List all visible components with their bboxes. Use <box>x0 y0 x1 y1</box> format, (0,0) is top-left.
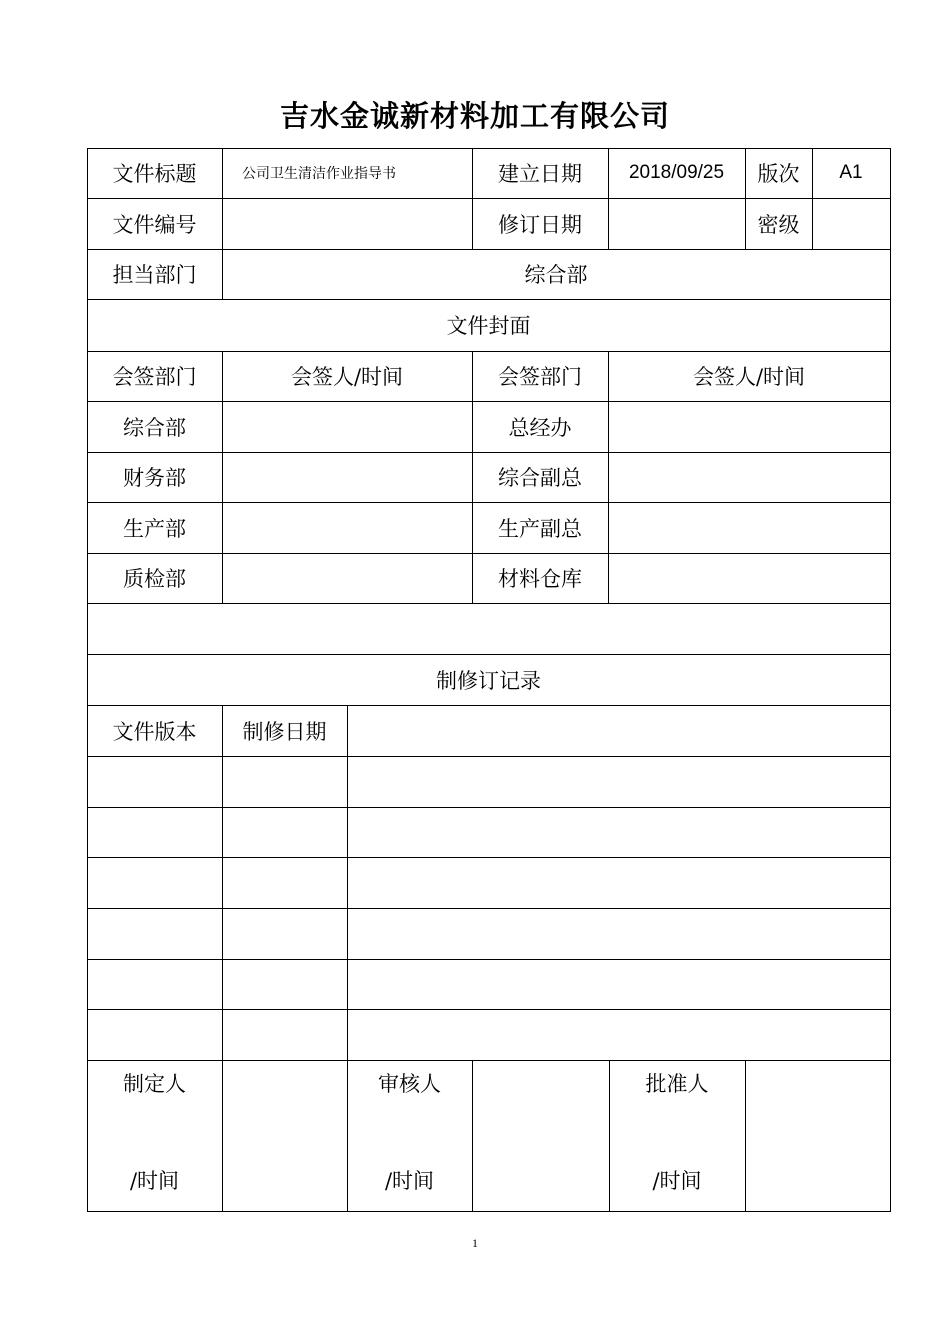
revision-row-content <box>347 908 890 959</box>
revision-row-content <box>347 959 890 1009</box>
author-label-line2: /时间 <box>129 1169 180 1193</box>
author-label-line1: 制定人 <box>123 1072 186 1096</box>
cover-row-dept-left: 财务部 <box>123 466 186 490</box>
cover-col-signer-left: 会签人/时间 <box>290 365 404 389</box>
version-label: 版次 <box>757 162 800 186</box>
cover-row-dept-left: 质检部 <box>123 567 186 591</box>
approver-label-line2: /时间 <box>652 1169 702 1193</box>
revision-row-content <box>347 1009 890 1060</box>
revision-row-version <box>87 959 222 1009</box>
cover-row-signer-left <box>222 553 472 603</box>
cover-col-dept-left: 会签部门 <box>112 365 197 389</box>
revision-col-date: 制修日期 <box>242 719 327 744</box>
revised-date-value <box>608 198 745 249</box>
revision-row-version <box>87 1009 222 1060</box>
cover-row-dept-right: 生产副总 <box>498 516 582 541</box>
company-title: 吉水金诚新材料加工有限公司 <box>279 99 670 133</box>
document-control-table <box>87 148 890 1211</box>
file-number-label: 文件编号 <box>112 212 197 237</box>
cover-row-signer-left <box>222 452 472 502</box>
cover-row-dept-right: 总经办 <box>508 415 572 440</box>
created-date-value: 2018/09/25 <box>628 162 725 183</box>
approver-label <box>609 1060 745 1211</box>
department-label: 担当部门 <box>112 263 197 287</box>
department-value: 综合部 <box>524 263 588 287</box>
cover-section-title: 文件封面 <box>446 314 531 338</box>
security-level-value <box>812 198 890 249</box>
cover-row-dept-right: 综合副总 <box>498 466 582 490</box>
cover-row-dept-left: 综合部 <box>123 415 186 440</box>
revised-date-label: 修订日期 <box>498 212 582 237</box>
cover-row-dept-right <box>472 603 608 654</box>
revision-row-version <box>87 908 222 959</box>
cover-row-signer-right <box>608 452 890 502</box>
revision-row-version <box>87 756 222 807</box>
revision-row-content <box>347 807 890 857</box>
revision-row-date <box>222 857 347 908</box>
revision-row-date <box>222 959 347 1009</box>
revision-col-version: 文件版本 <box>112 719 197 744</box>
reviewer-label <box>347 1060 472 1211</box>
file-title-value: 公司卫生清洁作业指导书 <box>242 166 396 182</box>
revision-section-title: 制修订记录 <box>436 668 541 693</box>
author-label <box>87 1060 222 1211</box>
cover-row-dept-right: 材料仓库 <box>498 567 582 591</box>
cover-row-dept-left <box>87 603 222 654</box>
reviewer-label-line1: 审核人 <box>378 1072 441 1096</box>
revision-row-content <box>347 756 890 807</box>
page-number: 1 <box>472 1236 478 1250</box>
cover-row-dept-left: 生产部 <box>123 516 186 541</box>
revision-row-version <box>87 807 222 857</box>
version-value: A1 <box>839 162 863 183</box>
revision-row-date <box>222 756 347 807</box>
cover-col-signer-right: 会签人/时间 <box>692 365 806 389</box>
cover-row-signer-right <box>608 603 890 654</box>
reviewer-value <box>472 1060 609 1211</box>
file-title-label: 文件标题 <box>112 162 197 186</box>
revision-row-date <box>222 1009 347 1060</box>
reviewer-label-line2: /时间 <box>384 1169 435 1193</box>
revision-row-date <box>222 908 347 959</box>
revision-row-date <box>222 807 347 857</box>
author-value <box>222 1060 347 1211</box>
cover-col-dept-right: 会签部门 <box>498 365 582 389</box>
security-level-label: 密级 <box>757 212 800 237</box>
cover-row-signer-left <box>222 401 472 452</box>
revision-col-content <box>347 705 890 756</box>
revision-row-content <box>347 857 890 908</box>
cover-row-signer-right <box>608 502 890 553</box>
created-date-label: 建立日期 <box>498 162 582 186</box>
approver-value <box>745 1060 890 1211</box>
cover-row-signer-left <box>222 603 472 654</box>
cover-row-signer-right <box>608 401 890 452</box>
cover-row-signer-left <box>222 502 472 553</box>
revision-row-version <box>87 857 222 908</box>
approver-label-line1: 批准人 <box>645 1072 709 1096</box>
file-number-value <box>222 198 472 249</box>
cover-row-signer-right <box>608 553 890 603</box>
